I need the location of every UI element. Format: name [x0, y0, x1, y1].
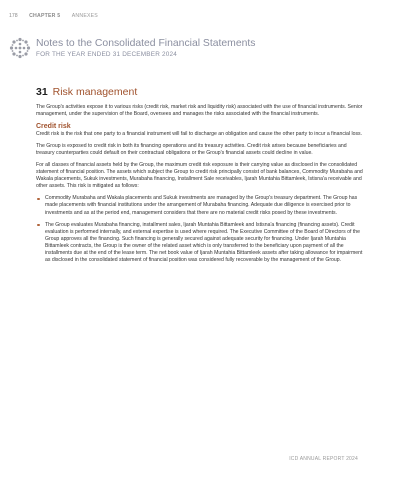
- chapter-label: CHAPTER 5: [29, 13, 61, 19]
- list-item: [36, 222, 366, 264]
- section-number: 31: [36, 86, 48, 98]
- bullet-icon: [37, 224, 40, 227]
- page-subtitle: FOR THE YEAR ENDED 31 DECEMBER 2024: [36, 51, 178, 58]
- logo-icon: [9, 37, 31, 59]
- list-item-text: The Group evaluates Murabaha financing, installment sales, Ijarah Muntahia Bittamleek and Istisna'a financing (financing assets). Credit evaluation is performed internally, and external expertise is used where required. The Executive Committee of the Board of Directors of the Group approves all the financing. Such financing is generally secured against adequate security for financing. Under Ijarah Muntahia Bittamleek contracts, the Group is the owner of the related asset which is only transferred to the beneficiary upon payment of all the installments due at the end of the lease term. The net book value of Ijarah Muntahia Bittamleek assets after taking allowance for impairment as disclosed in the consolidated statement of financial position was considered fully recoverable by the management of the Group.: [45, 221, 363, 263]
- paragraph: Credit risk is the risk that one party to a financial instrument will fail to discharge an obligation and cause the other party to incur a financial loss.: [36, 131, 363, 138]
- list-item-text: Commodity Murabaha and Wakala placements and Sukuk investments are managed by the Group's treasury department. The Group has made placements with financial institutions under the arrangement of Murabaha financing. Adequate due diligence is exercised prior to investments and as at the period end, management considers that there are no material credit risks posed by these investments.: [45, 195, 358, 216]
- page-title: Notes to the Consolidated Financial Statements: [36, 38, 256, 49]
- section-heading: [36, 86, 366, 98]
- footer-text: ICD ANNUAL REPORT 2024: [289, 456, 358, 462]
- page-number: 178: [9, 13, 18, 19]
- paragraph: The Group is exposed to credit risk in both its financing operations and its treasury activities. Credit risk arises because beneficiaries and treasury counterparties could default on their contractual obligations or the Group's financial assets could decline in value.: [36, 143, 347, 157]
- page-title-block: [36, 38, 255, 58]
- credit-risk-heading: Credit risk: [36, 123, 71, 131]
- page-header-bar: [9, 13, 98, 19]
- section-title: Risk management: [52, 86, 138, 98]
- intro-paragraph: The Group's activities expose it to various risks (credit risk, market risk and liquidity risk) associated with the use of financial instruments. Senior management, under the supervision of the Board, oversees and manages the risks associated with the financial instruments.: [36, 104, 363, 118]
- section-label: ANNEXES: [71, 13, 98, 19]
- bullet-list: [36, 195, 366, 263]
- main-content: [36, 86, 366, 269]
- bullet-icon: [37, 198, 40, 201]
- paragraph: For all classes of financial assets held by the Group, the maximum credit risk exposure is their carrying value as disclosed in the consolidated statement of financial position. The assets which subject the Group to credit risk principally consist of bank balances, Commodity Murabaha and Wakala placements, Sukuk investments, Murabaha financing, Installment Sale receivables, Ijarah Muntahia Bittamleek, Istisna'a receivable and other assets. This risk is mitigated as follows:: [36, 162, 363, 190]
- list-item: [36, 195, 366, 216]
